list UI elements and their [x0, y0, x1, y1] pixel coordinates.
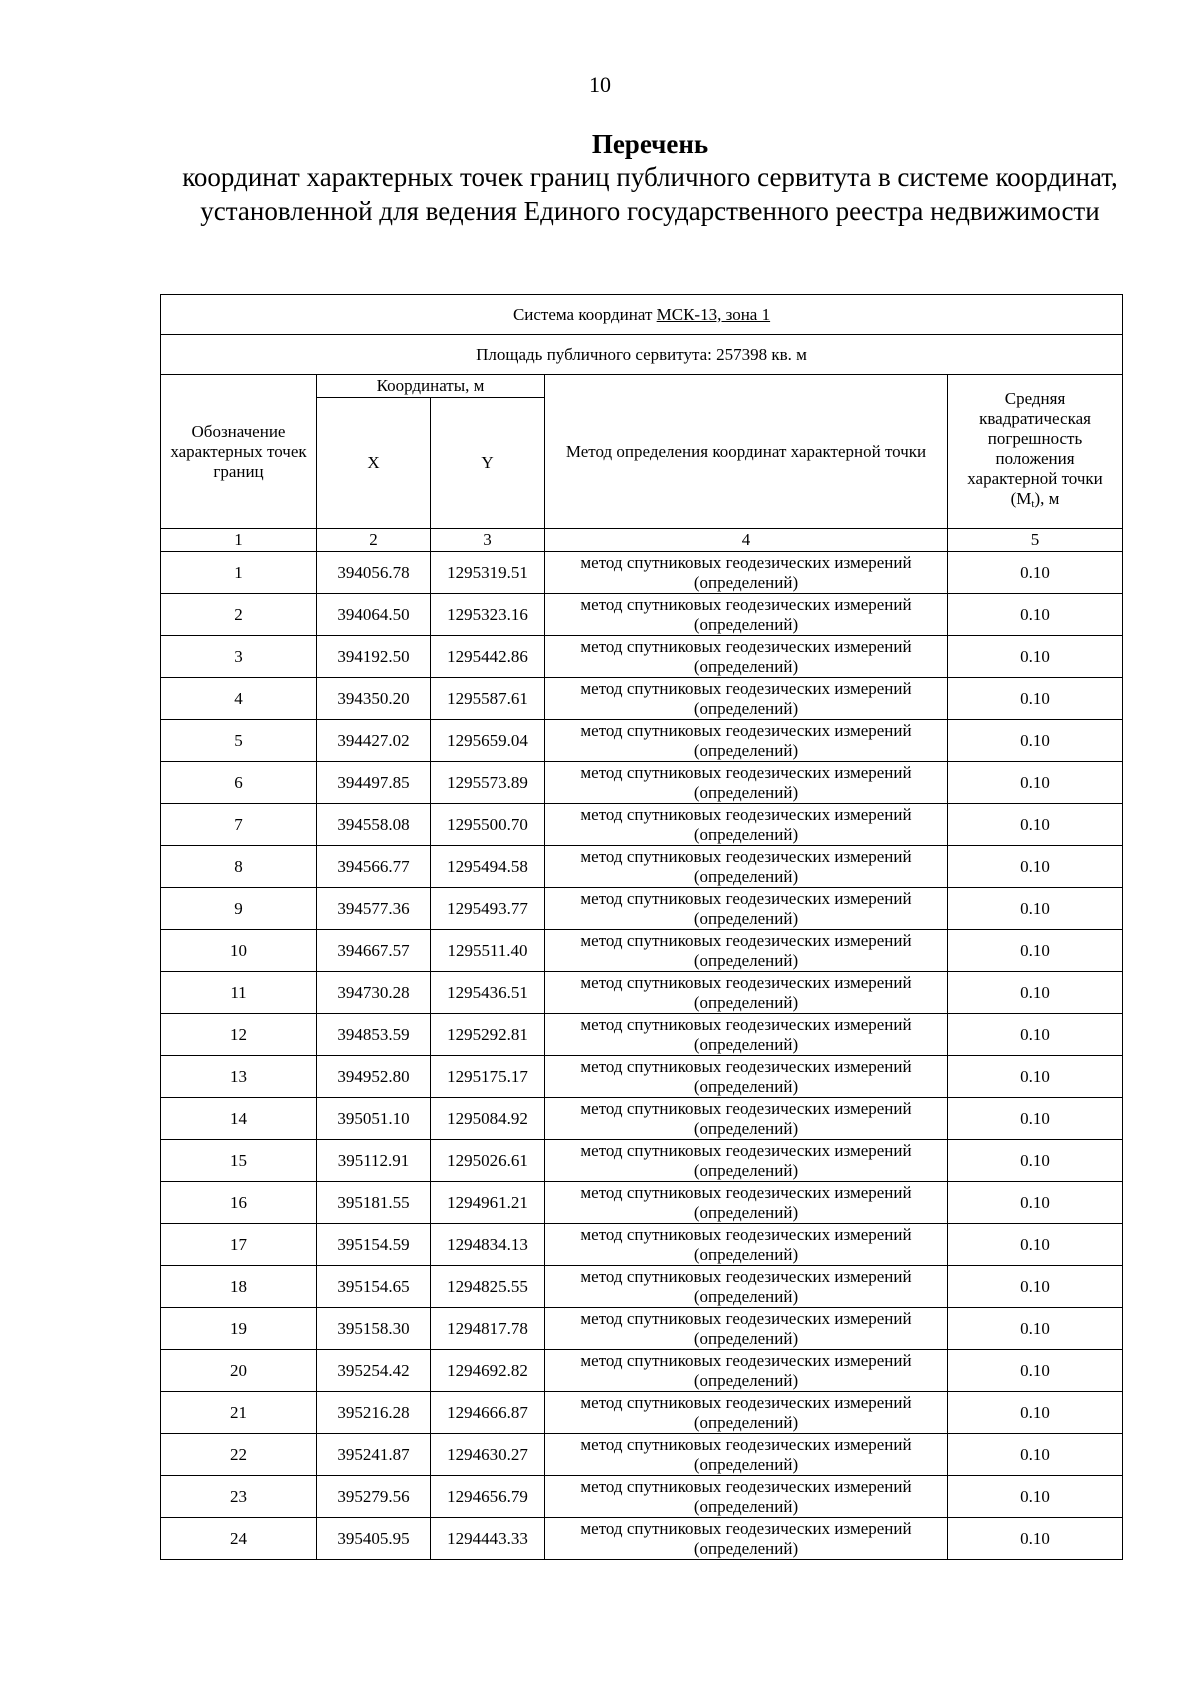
- error-cell: 0.10: [948, 762, 1123, 804]
- header-x: X: [317, 398, 431, 529]
- point-cell: 10: [161, 930, 317, 972]
- point-cell: 11: [161, 972, 317, 1014]
- x-coordinate-cell: 394952.80: [317, 1056, 431, 1098]
- method-cell: метод спутниковых геодезических измерений (определений): [545, 1140, 948, 1182]
- y-coordinate-cell: 1294630.27: [431, 1434, 545, 1476]
- point-cell: 16: [161, 1182, 317, 1224]
- point-cell: 23: [161, 1476, 317, 1518]
- y-coordinate-cell: 1295175.17: [431, 1056, 545, 1098]
- x-coordinate-cell: 394350.20: [317, 678, 431, 720]
- table-row: [161, 1434, 1123, 1476]
- x-coordinate-cell: 395158.30: [317, 1308, 431, 1350]
- table-row: [161, 1056, 1123, 1098]
- title-block: [160, 128, 1140, 228]
- table-row: [161, 1098, 1123, 1140]
- x-coordinate-cell: 395216.28: [317, 1392, 431, 1434]
- method-cell: метод спутниковых геодезических измерений (определений): [545, 1098, 948, 1140]
- header-point-designation: Обозначение характерных точек границ: [161, 375, 317, 529]
- x-coordinate-cell: 395279.56: [317, 1476, 431, 1518]
- method-cell: метод спутниковых геодезических измерений (определений): [545, 1182, 948, 1224]
- error-cell: 0.10: [948, 888, 1123, 930]
- point-cell: 5: [161, 720, 317, 762]
- method-cell: метод спутниковых геодезических измерений (определений): [545, 930, 948, 972]
- method-cell: метод спутниковых геодезических измерений (определений): [545, 636, 948, 678]
- table-row: [161, 552, 1123, 594]
- table-row: [161, 678, 1123, 720]
- y-coordinate-cell: 1295442.86: [431, 636, 545, 678]
- page-number: 10: [589, 72, 611, 97]
- method-cell: метод спутниковых геодезических измерений (определений): [545, 594, 948, 636]
- y-coordinate-cell: 1295511.40: [431, 930, 545, 972]
- error-cell: 0.10: [948, 846, 1123, 888]
- column-number-1: 1: [161, 529, 317, 552]
- error-cell: 0.10: [948, 552, 1123, 594]
- method-cell: метод спутниковых геодезических измерений (определений): [545, 678, 948, 720]
- point-cell: 15: [161, 1140, 317, 1182]
- point-cell: 6: [161, 762, 317, 804]
- point-cell: 8: [161, 846, 317, 888]
- table-row: [161, 1392, 1123, 1434]
- error-cell: 0.10: [948, 1140, 1123, 1182]
- coordinate-system-row: [161, 295, 1123, 335]
- error-cell: 0.10: [948, 720, 1123, 762]
- header-y: Y: [431, 398, 545, 529]
- table-row: [161, 636, 1123, 678]
- y-coordinate-cell: 1295587.61: [431, 678, 545, 720]
- table-row: [161, 804, 1123, 846]
- point-cell: 12: [161, 1014, 317, 1056]
- method-cell: метод спутниковых геодезических измерений (определений): [545, 720, 948, 762]
- area-cell: Площадь публичного сервитута: 257398 кв. м: [161, 335, 1123, 375]
- error-cell: 0.10: [948, 1434, 1123, 1476]
- table-row: [161, 594, 1123, 636]
- point-cell: 20: [161, 1350, 317, 1392]
- x-coordinate-cell: 394427.02: [317, 720, 431, 762]
- point-cell: 9: [161, 888, 317, 930]
- table-row: [161, 846, 1123, 888]
- y-coordinate-cell: 1295500.70: [431, 804, 545, 846]
- x-coordinate-cell: 394558.08: [317, 804, 431, 846]
- y-coordinate-cell: 1295026.61: [431, 1140, 545, 1182]
- header-method: Метод определения координат характерной точки: [545, 375, 948, 529]
- x-coordinate-cell: 394667.57: [317, 930, 431, 972]
- method-cell: метод спутниковых геодезических измерений (определений): [545, 1350, 948, 1392]
- y-coordinate-cell: 1295292.81: [431, 1014, 545, 1056]
- coordinate-system-value: МСК-13, зона 1: [656, 304, 771, 324]
- method-cell: метод спутниковых геодезических измерений (определений): [545, 1266, 948, 1308]
- error-cell: 0.10: [948, 1308, 1123, 1350]
- y-coordinate-cell: 1294692.82: [431, 1350, 545, 1392]
- y-coordinate-cell: 1295084.92: [431, 1098, 545, 1140]
- document-title: Перечень: [591, 129, 709, 159]
- x-coordinate-cell: 395154.65: [317, 1266, 431, 1308]
- table-row: [161, 1518, 1123, 1560]
- error-cell: 0.10: [948, 1518, 1123, 1560]
- y-coordinate-cell: 1295319.51: [431, 552, 545, 594]
- coordinates-table: [160, 294, 1123, 1560]
- y-coordinate-cell: 1295573.89: [431, 762, 545, 804]
- method-cell: метод спутниковых геодезических измерений (определений): [545, 552, 948, 594]
- header-error-tail: ), м: [1034, 489, 1060, 508]
- method-cell: метод спутниковых геодезических измерений (определений): [545, 762, 948, 804]
- x-coordinate-cell: 395154.59: [317, 1224, 431, 1266]
- method-cell: метод спутниковых геодезических измерений (определений): [545, 1224, 948, 1266]
- point-cell: 18: [161, 1266, 317, 1308]
- error-cell: 0.10: [948, 1182, 1123, 1224]
- method-cell: метод спутниковых геодезических измерений (определений): [545, 1434, 948, 1476]
- y-coordinate-cell: 1295436.51: [431, 972, 545, 1014]
- point-cell: 13: [161, 1056, 317, 1098]
- y-coordinate-cell: 1295323.16: [431, 594, 545, 636]
- x-coordinate-cell: 394192.50: [317, 636, 431, 678]
- x-coordinate-cell: 395254.42: [317, 1350, 431, 1392]
- x-coordinate-cell: 394577.36: [317, 888, 431, 930]
- point-cell: 4: [161, 678, 317, 720]
- point-cell: 3: [161, 636, 317, 678]
- error-cell: 0.10: [948, 636, 1123, 678]
- y-coordinate-cell: 1295659.04: [431, 720, 545, 762]
- table-row: [161, 1350, 1123, 1392]
- method-cell: метод спутниковых геодезических измерений (определений): [545, 1476, 948, 1518]
- method-cell: метод спутниковых геодезических измерений (определений): [545, 888, 948, 930]
- error-cell: 0.10: [948, 1476, 1123, 1518]
- x-coordinate-cell: 394497.85: [317, 762, 431, 804]
- coordinate-system-label: Система координат: [512, 304, 653, 324]
- table-row: [161, 888, 1123, 930]
- method-cell: метод спутниковых геодезических измерений (определений): [545, 1518, 948, 1560]
- header-error-subscript: t: [1031, 498, 1035, 510]
- error-cell: 0.10: [948, 1350, 1123, 1392]
- error-cell: 0.10: [948, 930, 1123, 972]
- table-row: [161, 1476, 1123, 1518]
- point-cell: 1: [161, 552, 317, 594]
- method-cell: метод спутниковых геодезических измерений (определений): [545, 1056, 948, 1098]
- error-cell: 0.10: [948, 1014, 1123, 1056]
- x-coordinate-cell: 394064.50: [317, 594, 431, 636]
- y-coordinate-cell: 1294825.55: [431, 1266, 545, 1308]
- error-cell: 0.10: [948, 804, 1123, 846]
- x-coordinate-cell: 394566.77: [317, 846, 431, 888]
- point-cell: 14: [161, 1098, 317, 1140]
- error-cell: 0.10: [948, 1224, 1123, 1266]
- method-cell: метод спутниковых геодезических измерений (определений): [545, 1014, 948, 1056]
- column-number-3: 3: [431, 529, 545, 552]
- table-row: [161, 762, 1123, 804]
- method-cell: метод спутниковых геодезических измерений (определений): [545, 972, 948, 1014]
- column-number-4: 4: [545, 529, 948, 552]
- column-number-2: 2: [317, 529, 431, 552]
- error-cell: 0.10: [948, 1266, 1123, 1308]
- coordinate-system-cell: [161, 295, 1123, 335]
- column-number-5: 5: [948, 529, 1123, 552]
- method-cell: метод спутниковых геодезических измерений (определений): [545, 1392, 948, 1434]
- table-row: [161, 1224, 1123, 1266]
- point-cell: 24: [161, 1518, 317, 1560]
- header-error: [948, 375, 1123, 529]
- x-coordinate-cell: 394853.59: [317, 1014, 431, 1056]
- header-coordinates-group: Координаты, м: [317, 375, 545, 398]
- x-coordinate-cell: 394056.78: [317, 552, 431, 594]
- error-cell: 0.10: [948, 1392, 1123, 1434]
- x-coordinate-cell: 395241.87: [317, 1434, 431, 1476]
- table-row: [161, 1266, 1123, 1308]
- column-number-row: [161, 529, 1123, 552]
- y-coordinate-cell: 1294961.21: [431, 1182, 545, 1224]
- point-cell: 19: [161, 1308, 317, 1350]
- document-subtitle: координат характерных точек границ публичного сервитута в системе координат, установленной для ведения Единого государственного реестра недвижимости: [182, 162, 1118, 226]
- y-coordinate-cell: 1295494.58: [431, 846, 545, 888]
- method-cell: метод спутниковых геодезических измерений (определений): [545, 1308, 948, 1350]
- error-cell: 0.10: [948, 1098, 1123, 1140]
- table-row: [161, 1140, 1123, 1182]
- table-row: [161, 720, 1123, 762]
- y-coordinate-cell: 1294817.78: [431, 1308, 545, 1350]
- table-row: [161, 972, 1123, 1014]
- point-cell: 17: [161, 1224, 317, 1266]
- y-coordinate-cell: 1294656.79: [431, 1476, 545, 1518]
- error-cell: 0.10: [948, 678, 1123, 720]
- y-coordinate-cell: 1294666.87: [431, 1392, 545, 1434]
- y-coordinate-cell: 1295493.77: [431, 888, 545, 930]
- method-cell: метод спутниковых геодезических измерений (определений): [545, 804, 948, 846]
- x-coordinate-cell: 395181.55: [317, 1182, 431, 1224]
- error-cell: 0.10: [948, 1056, 1123, 1098]
- header-row-1: [161, 375, 1123, 398]
- table-row: [161, 1182, 1123, 1224]
- x-coordinate-cell: 395405.95: [317, 1518, 431, 1560]
- header-error-text: Средняя квадратическая погрешность положения характерной точки (M: [967, 389, 1103, 508]
- table-row: [161, 1014, 1123, 1056]
- table-row: [161, 1308, 1123, 1350]
- x-coordinate-cell: 395051.10: [317, 1098, 431, 1140]
- area-row: [161, 335, 1123, 375]
- table-row: [161, 930, 1123, 972]
- x-coordinate-cell: 395112.91: [317, 1140, 431, 1182]
- point-cell: 21: [161, 1392, 317, 1434]
- error-cell: 0.10: [948, 972, 1123, 1014]
- method-cell: метод спутниковых геодезических измерений (определений): [545, 846, 948, 888]
- point-cell: 22: [161, 1434, 317, 1476]
- point-cell: 7: [161, 804, 317, 846]
- y-coordinate-cell: 1294834.13: [431, 1224, 545, 1266]
- x-coordinate-cell: 394730.28: [317, 972, 431, 1014]
- y-coordinate-cell: 1294443.33: [431, 1518, 545, 1560]
- point-cell: 2: [161, 594, 317, 636]
- error-cell: 0.10: [948, 594, 1123, 636]
